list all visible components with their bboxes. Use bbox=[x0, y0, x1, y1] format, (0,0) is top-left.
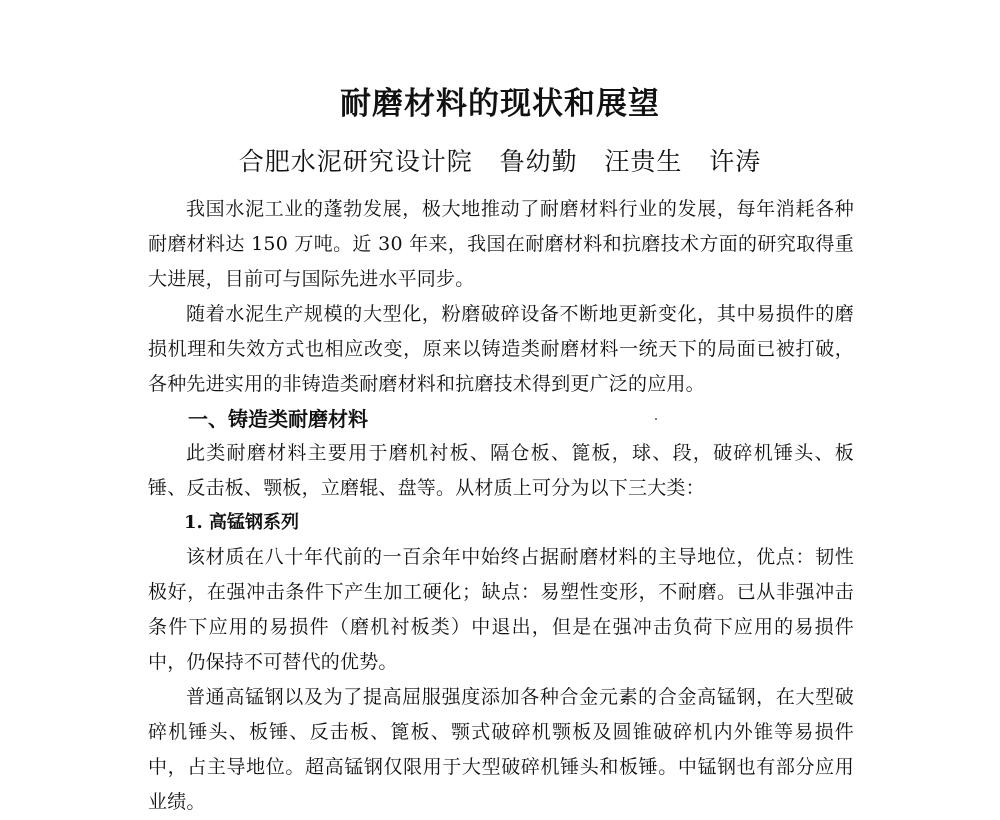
scan-speck bbox=[655, 418, 657, 420]
paragraph-manganese-applications: 普通高锰钢以及为了提高屈服强度添加各种合金元素的合金高锰钢，在大型破碎机锤头、板锤、反击板、篦板、颚式破碎机颚板及圆锥破碎机内外锥等易损件中，占主导地位。超高锰钢仅限用于大型破碎机锤头和板锤。中锰钢也有部分应用业绩。 bbox=[148, 686, 854, 813]
article-body bbox=[148, 192, 854, 820]
paragraph-intro: 我国水泥工业的蓬勃发展，极大地推动了耐磨材料行业的发展，每年消耗各种耐磨材料达 150 万吨。近 30 年来，我国在耐磨材料和抗磨技术方面的研究取得重大进展，目前可与国际先进水平同步。 bbox=[148, 198, 854, 290]
paper-title: 耐磨材料的现状和展望 bbox=[340, 86, 660, 122]
paragraph-manganese-history: 该材质在八十年代前的一百余年中始终占据耐磨材料的主导地位，优点：韧性极好，在强冲击条件下产生加工硬化；缺点：易塑性变形，不耐磨。已从非强冲击条件下应用的易损件（磨机衬板类）中退出，但是在强冲击负荷下应用的易损件中，仍保持不可替代的优势。 bbox=[148, 546, 854, 673]
section-heading-cast-materials: 一、铸造类耐磨材料 bbox=[188, 407, 368, 431]
paragraph-cast-uses: 此类耐磨材料主要用于磨机衬板、隔仓板、篦板，球、段，破碎机锤头、板锤、反击板、颚板，立磨辊、盘等。从材质上可分为以下三大类： bbox=[148, 442, 854, 499]
author-byline: 合肥水泥研究设计院 鲁幼勤 汪贵生 许涛 bbox=[238, 147, 762, 176]
paragraph-background: 随着水泥生产规模的大型化，粉磨破碎设备不断地更新变化，其中易损件的磨损机理和失效方式也相应改变，原来以铸造类耐磨材料一统天下的局面已被打破，各种先进实用的非铸造类耐磨材料和抗磨技术得到更广泛的应用。 bbox=[148, 303, 854, 395]
subheading-high-manganese-steel: 1. 高锰钢系列 bbox=[184, 512, 300, 533]
